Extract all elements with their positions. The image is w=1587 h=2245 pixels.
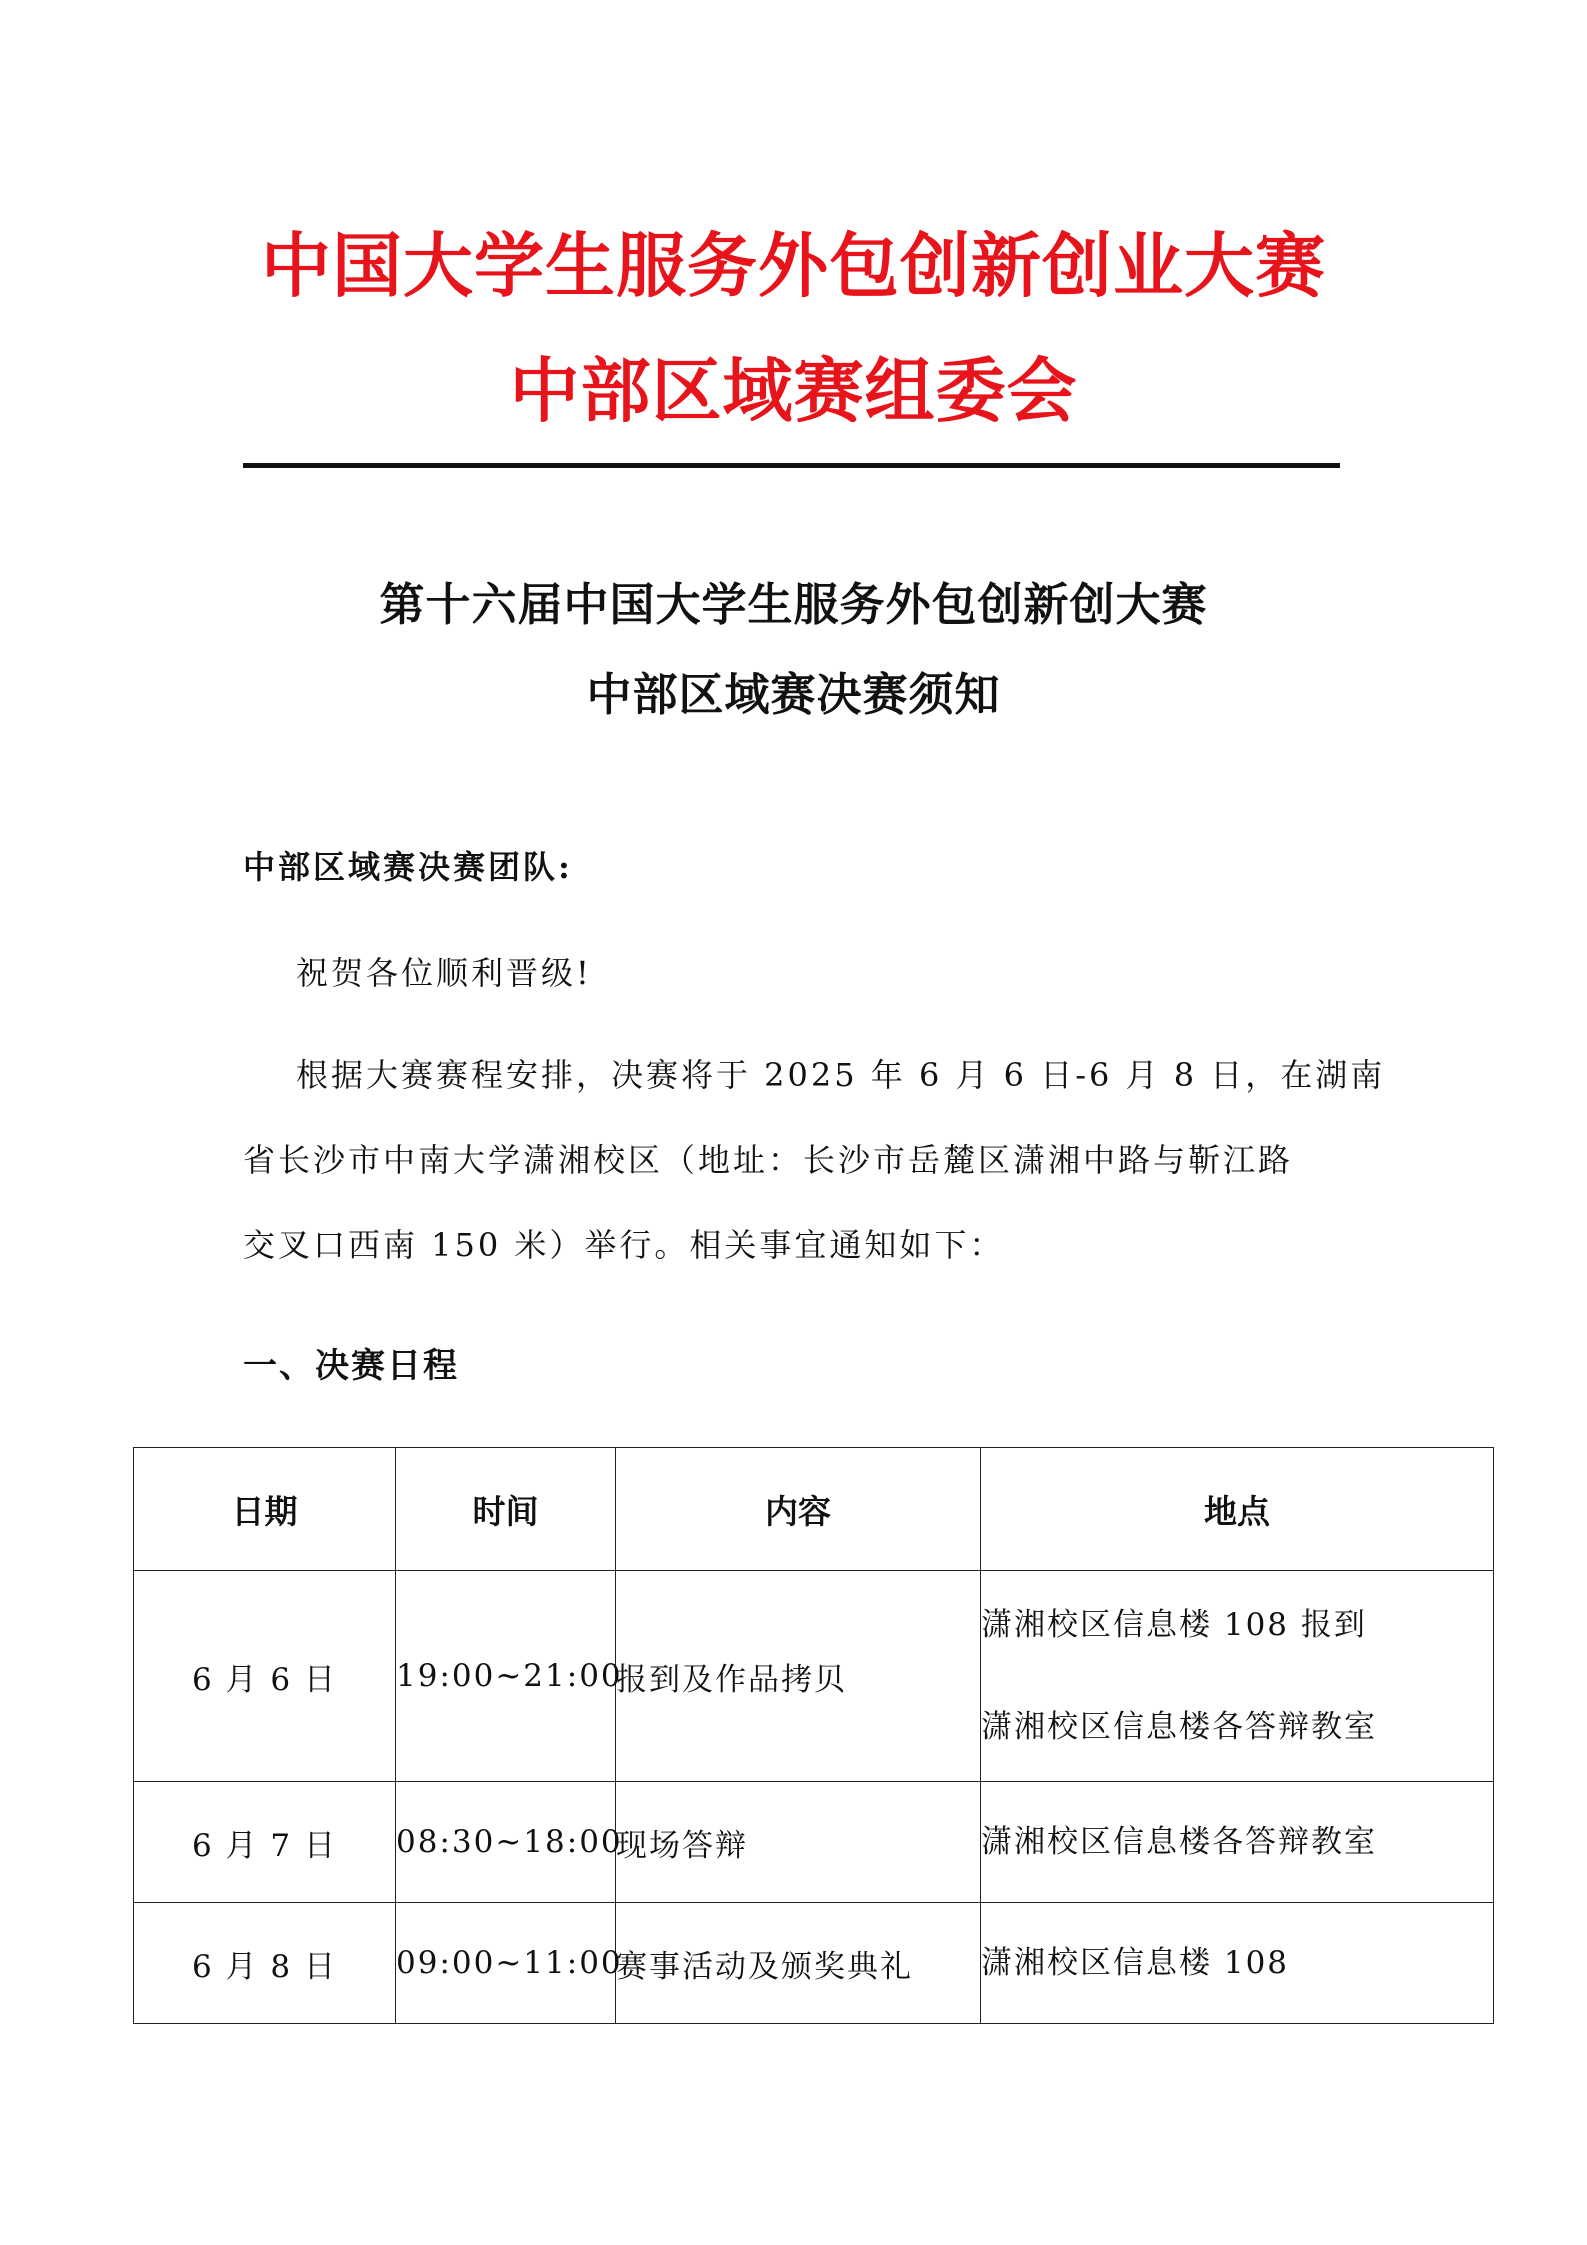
cell-date: 6 月 6 日 <box>134 1571 396 1782</box>
section-heading-schedule: 一、决赛日程 <box>243 1346 459 1386</box>
cell-time: 09:00~11:00 <box>396 1903 616 2024</box>
header-divider <box>243 463 1340 468</box>
cell-content: 赛事活动及颁奖典礼 <box>616 1903 981 2024</box>
paragraph-line-1: 根据大赛赛程安排，决赛将于 2025 年 6 月 6 日-6 月 8 日，在湖南 <box>296 1056 1386 1094</box>
paragraph-line-2: 省长沙市中南大学潇湘校区（地址：长沙市岳麓区潇湘中路与靳江路 <box>243 1141 1294 1179</box>
location-line: 潇湘校区信息楼各答辩教室 <box>981 1824 1377 1860</box>
cell-date: 6 月 8 日 <box>134 1903 396 2024</box>
organizer-title-line2: 中部区域赛组委会 <box>509 350 1078 432</box>
location-line: 潇湘校区信息楼各答辩教室 <box>981 1709 1377 1745</box>
notice-title-line1: 第十六届中国大学生服务外包创新创大赛 <box>379 578 1208 631</box>
cell-time: 08:30~18:00 <box>396 1782 616 1903</box>
cell-location <box>981 1782 1494 1903</box>
organizer-title-line1: 中国大学生服务外包创新创业大赛 <box>261 225 1326 307</box>
schedule-table <box>133 1447 1494 2024</box>
notice-title-line2: 中部区域赛决赛须知 <box>586 668 1001 721</box>
table-row <box>134 1571 1494 1782</box>
table-row <box>134 1903 1494 2024</box>
congratulation-text: 祝贺各位顺利晋级! <box>296 954 592 992</box>
paragraph-line-3: 交叉口西南 150 米）举行。相关事宜通知如下： <box>243 1226 1005 1264</box>
cell-content: 现场答辩 <box>616 1782 981 1903</box>
location-line: 潇湘校区信息楼 108 报到 <box>981 1607 1367 1643</box>
column-header-date: 日期 <box>134 1448 396 1571</box>
cell-location <box>981 1903 1494 2024</box>
salutation: 中部区域赛决赛团队: <box>243 848 573 886</box>
table-row <box>134 1782 1494 1903</box>
cell-time: 19:00~21:00 <box>396 1571 616 1782</box>
cell-date: 6 月 7 日 <box>134 1782 396 1903</box>
cell-location <box>981 1571 1494 1782</box>
location-line: 潇湘校区信息楼 108 <box>981 1945 1290 1981</box>
column-header-time: 时间 <box>396 1448 616 1571</box>
column-header-content: 内容 <box>616 1448 981 1571</box>
column-header-location: 地点 <box>981 1448 1494 1571</box>
table-header-row <box>134 1448 1494 1571</box>
cell-content: 报到及作品拷贝 <box>616 1571 981 1782</box>
